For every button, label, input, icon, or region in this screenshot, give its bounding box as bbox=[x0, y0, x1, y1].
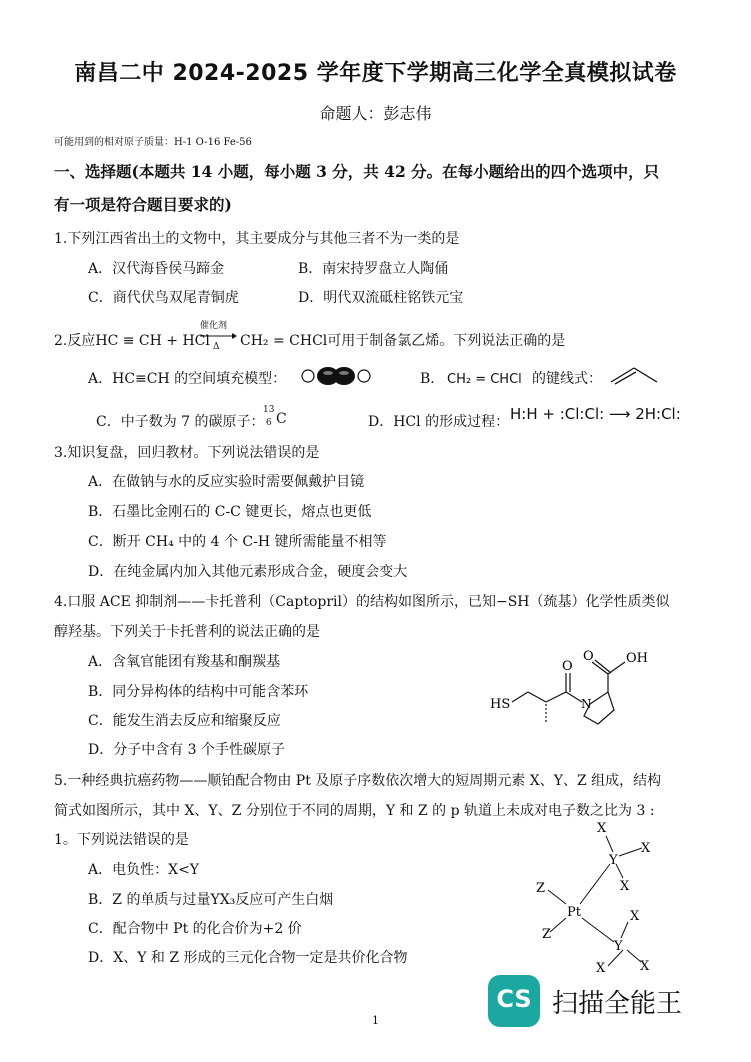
section-heading-line1: 一、选择题(本题共 14 小题，每小题 3 分，共 42 分。在每小题给出的四个选项中，只 bbox=[54, 162, 660, 181]
q2-option-c-atomic-number: 6 bbox=[266, 418, 272, 428]
q2-catalyst-label: 催化剂 bbox=[200, 321, 228, 331]
q3-option-a: A．在做钠与水的反应实验时需要佩戴护目镜 bbox=[88, 474, 365, 490]
q2-space-filling-model bbox=[296, 365, 376, 387]
q5-option-a: A．电负性：X<Y bbox=[88, 862, 200, 878]
q4-stem-line2: 醇羟基。下列关于卡托普利的说法正确的是 bbox=[54, 624, 320, 640]
q4-stem-line1: 4.口服 ACE 抑制剂——卡托普利（Captopril）的结构如图所示，已知−SH（巯基）化学性质类似 bbox=[54, 594, 670, 610]
q2-option-d-electron-dot: H:H + :Cl:Cl: ⟶ 2H:Cl: bbox=[510, 405, 681, 423]
cisplatin-structure bbox=[530, 820, 660, 975]
q4-option-a: A．含氧官能团有羧基和酮羰基 bbox=[88, 654, 281, 670]
page-number: 1 bbox=[372, 1014, 379, 1027]
cisplatin-x-bottom-upper: X bbox=[630, 909, 640, 924]
q2-stem-post: CH₂ = CHCl可用于制备氯乙烯。下列说法正确的是 bbox=[240, 333, 566, 349]
cisplatin-y-bottom: Y bbox=[614, 939, 623, 954]
q1-option-d: D．明代双流砥柱铭铁元宝 bbox=[298, 290, 464, 306]
q2-reaction-arrow bbox=[198, 331, 238, 341]
q5-option-d: D．X、Y 和 Z 形成的三元化合物一定是共价化合物 bbox=[88, 950, 408, 966]
cisplatin-y-top: Y bbox=[609, 853, 618, 868]
q2-option-c: C．中子数为 7 的碳原子： bbox=[96, 414, 265, 430]
q2-option-b-formula: CH₂ = CHCl bbox=[447, 372, 522, 387]
captopril-acid-o-label: O bbox=[583, 649, 594, 664]
captopril-structure bbox=[480, 640, 680, 750]
q3-option-d: D．在纯金属内加入其他元素形成合金，硬度会变大 bbox=[88, 564, 408, 580]
q1-option-c: C．商代伏鸟双尾青铜虎 bbox=[88, 290, 239, 306]
q3-stem: 3.知识复盘，回归教材。下列说法错误的是 bbox=[54, 445, 320, 461]
q5-option-b: B．Z 的单质与过量YX₃反应可产生白烟 bbox=[88, 892, 334, 908]
captopril-oh-label: OH bbox=[626, 651, 648, 666]
q2-option-c-symbol: C bbox=[276, 411, 287, 427]
section-heading-line2: 有一项是符合题目要求的) bbox=[54, 195, 232, 214]
q1-option-a: A．汉代海昏侯马蹄金 bbox=[88, 261, 225, 277]
cisplatin-pt: Pt bbox=[567, 905, 581, 920]
q5-stem-line1: 5.一种经典抗癌药物——顺铂配合物由 Pt 及原子序数依次增大的短周期元素 X、Y、Z 组成，结构 bbox=[54, 773, 662, 789]
cisplatin-z-upper: Z bbox=[536, 881, 546, 896]
q2-option-a: A．HC≡CH 的空间填充模型： bbox=[88, 371, 287, 387]
captopril-n-label: N bbox=[581, 697, 592, 711]
q2-option-c-mass-number: 13 bbox=[263, 405, 275, 415]
q3-option-b: B．石墨比金刚石的 C-C 键更长，熔点也更低 bbox=[88, 504, 372, 520]
q2-stem-pre: 2.反应HC ≡ CH + HCl bbox=[54, 333, 210, 349]
q3-option-c: C．断开 CH₄ 中的 4 个 C-H 键所需能量不相等 bbox=[88, 534, 387, 550]
cisplatin-z-lower: Z bbox=[542, 927, 552, 942]
q2-option-b-prefix: B． bbox=[420, 371, 445, 387]
q1-stem: 1.下列江西省出土的文物中，其主要成分与其他三者不为一类的是 bbox=[54, 231, 460, 247]
q2-option-d: D．HCl 的形成过程： bbox=[368, 414, 510, 430]
q4-option-b: B．同分异构体的结构中可能含苯环 bbox=[88, 684, 309, 700]
q1-option-b: B．南宋持罗盘立人陶俑 bbox=[298, 261, 449, 277]
q2-skeletal-formula bbox=[608, 362, 660, 386]
author-line: 命题人：彭志伟 bbox=[319, 104, 432, 123]
cisplatin-x-bottom-right: X bbox=[640, 959, 650, 974]
captopril-hs-label: HS bbox=[490, 697, 511, 712]
cisplatin-x-top-lower: X bbox=[620, 879, 630, 894]
camscanner-logo-text: CS bbox=[496, 985, 532, 1013]
cisplatin-x-top: X bbox=[597, 821, 607, 836]
q2-heat-label: Δ bbox=[213, 342, 220, 352]
q2-option-b-suffix: 的键线式： bbox=[532, 371, 602, 387]
camscanner-watermark-text: 扫描全能王 bbox=[552, 989, 683, 1019]
cisplatin-x-top-right: X bbox=[641, 841, 651, 856]
captopril-ketone-o-label: O bbox=[562, 659, 573, 674]
q5-option-c: C．配合物中 Pt 的化合价为+2 价 bbox=[88, 921, 302, 937]
q4-option-d: D．分子中含有 3 个手性碳原子 bbox=[88, 742, 286, 758]
cisplatin-x-bottom-left: X bbox=[596, 961, 606, 975]
atomic-masses: 可能用到的相对原子质量：H-1 O-16 Fe-56 bbox=[54, 137, 252, 148]
q5-stem-line2: 简式如图所示，其中 X、Y、Z 分别位于不同的周期，Y 和 Z 的 p 轨道上未成对电子数之比为 3 : bbox=[54, 803, 655, 819]
q4-option-c: C．能发生消去反应和缩聚反应 bbox=[88, 713, 281, 729]
q5-stem-line3: 1。下列说法错误的是 bbox=[54, 832, 189, 848]
page-title: 南昌二中 2024-2025 学年度下学期高三化学全真模拟试卷 bbox=[74, 61, 677, 86]
